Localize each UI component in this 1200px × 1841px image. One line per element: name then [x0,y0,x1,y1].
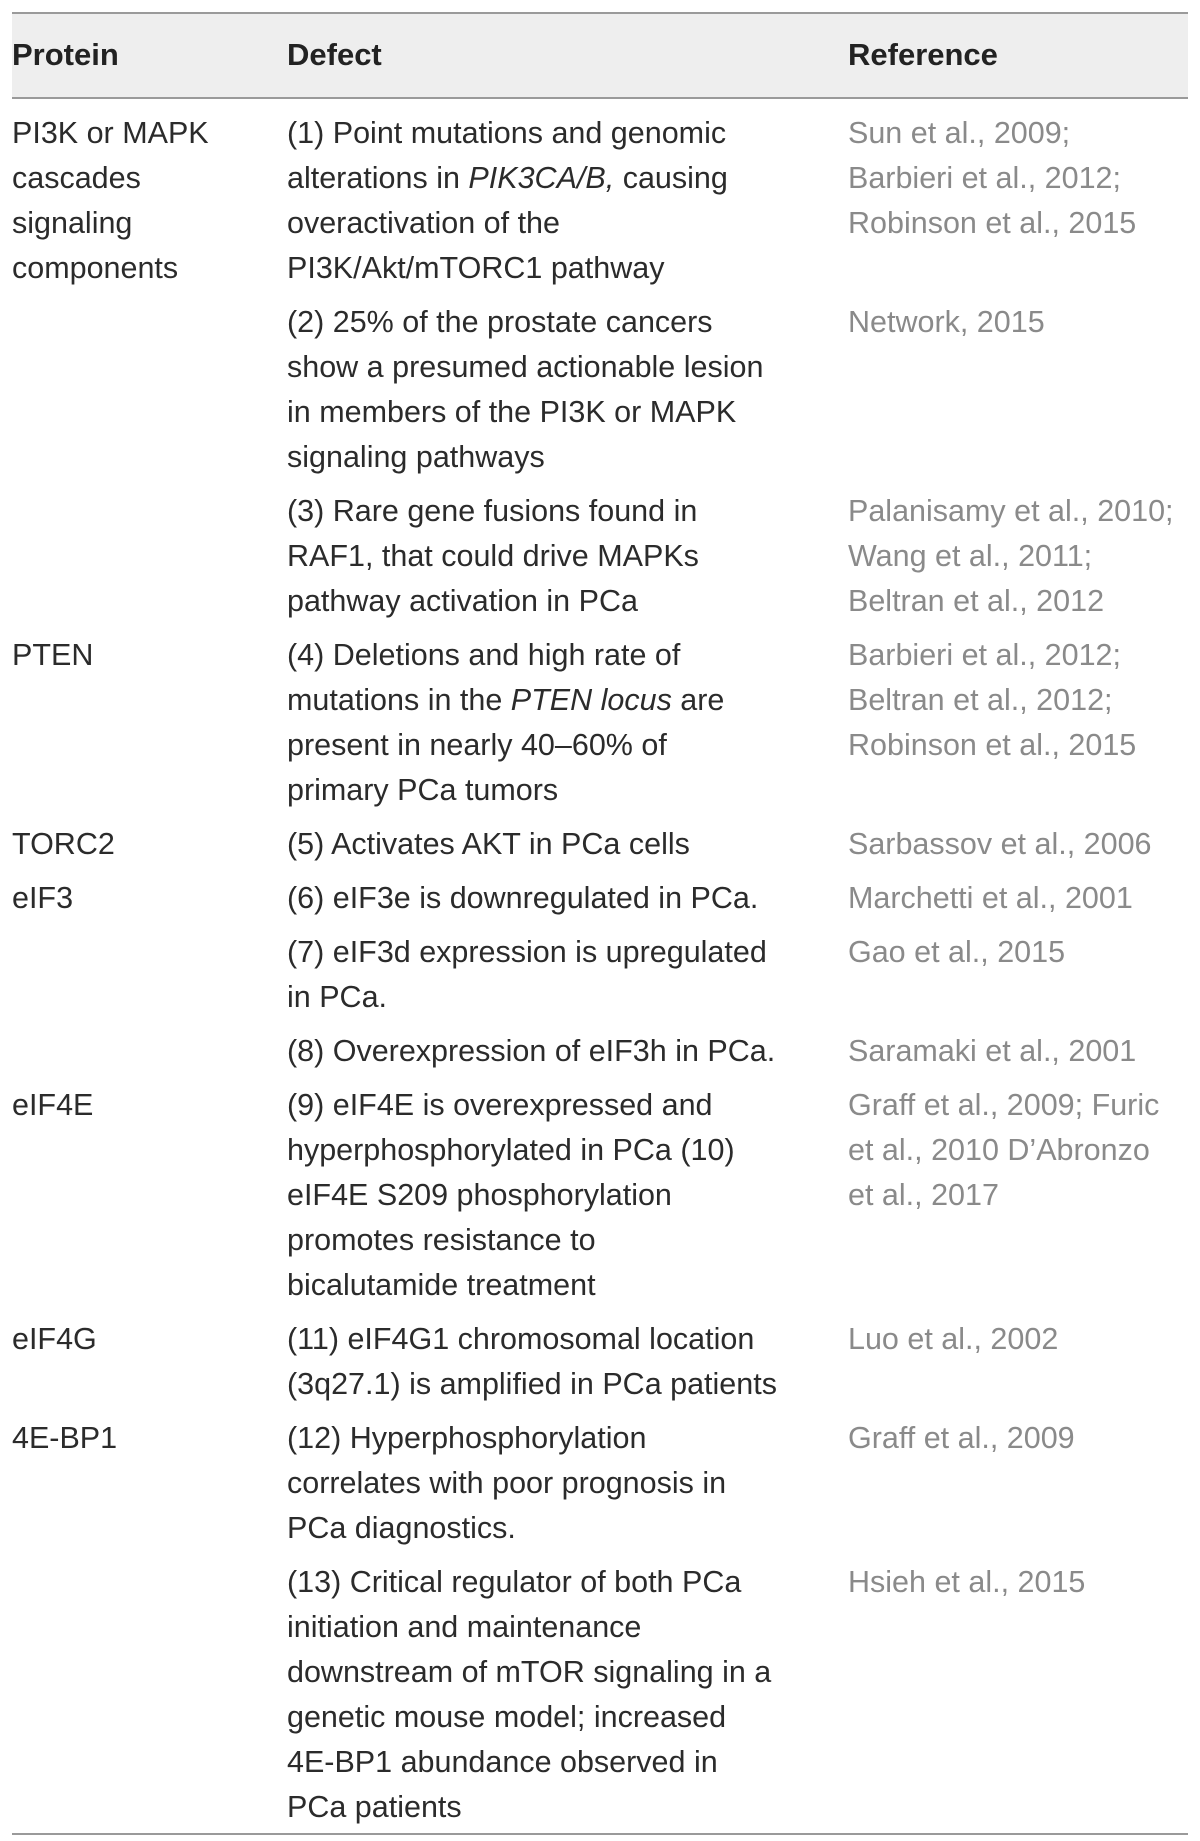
protein-cell [12,291,287,480]
reference-cell [848,98,1188,291]
reference-cell [848,1407,1188,1551]
reference-line: et al., 2017 [848,1178,999,1213]
defect-line [287,390,848,435]
defect-line [287,534,848,579]
defect-line [287,300,848,345]
defect-line [287,1263,848,1308]
table-row [12,867,1188,921]
header-defect: Defect [287,13,848,98]
defect-text: (4) Deletions and high rate of [287,638,681,673]
defect-line [287,345,848,390]
defect-line [287,435,848,480]
defect-text: mutations in the [287,683,511,718]
defect-line [287,579,848,624]
defect-line [287,1605,848,1650]
reference-line: Hsieh et al., 2015 [848,1565,1086,1600]
protein-line: TORC2 [12,827,115,862]
defect-text: (5) Activates AKT in PCa cells [287,827,690,862]
defect-line [287,1416,848,1461]
protein-line: components [12,251,179,286]
defect-text: present in nearly 40–60% of [287,728,667,763]
table-row [12,921,1188,1020]
defect-text: correlates with poor prognosis in [287,1466,727,1501]
defect-text: in members of the PI3K or MAPK [287,395,737,430]
reference-line: Barbieri et al., 2012; [848,161,1121,196]
reference-cell [848,1308,1188,1407]
defect-line [287,1128,848,1173]
reference-line: Wang et al., 2011; [848,539,1093,574]
defect-text: are [671,683,725,718]
defect-text: (8) Overexpression of eIF3h in PCa. [287,1034,776,1069]
table-row [12,1020,1188,1074]
defect-cell [287,813,848,867]
reference-cell [848,813,1188,867]
defect-line [287,1785,848,1830]
defect-text: hyperphosphorylated in PCa (10) [287,1133,735,1168]
protein-line: cascades [12,161,141,196]
defect-text: 4E-BP1 abundance observed in [287,1745,718,1780]
protein-line: eIF3 [12,881,74,916]
reference-cell [848,921,1188,1020]
defect-line [287,1461,848,1506]
protein-line: eIF4G [12,1322,97,1357]
defect-italic-term: PTEN locus [510,683,672,718]
defect-text: overactivation of the [287,206,560,241]
defect-line [287,678,848,723]
protein-line: PTEN [12,638,94,673]
table-row [12,813,1188,867]
reference-cell [848,867,1188,921]
defect-text: causing [614,161,728,196]
defect-cell [287,921,848,1020]
defect-line [287,1650,848,1695]
defect-text: (11) eIF4G1 chromosomal location [287,1322,755,1357]
defect-cell [287,98,848,291]
table-row [12,480,1188,624]
protein-cell [12,1074,287,1308]
defect-text: promotes resistance to [287,1223,596,1258]
reference-line: Network, 2015 [848,305,1045,340]
defect-text: (3) Rare gene fusions found in [287,494,698,529]
table-row [12,1308,1188,1407]
defect-text: alterations in [287,161,469,196]
protein-line: signaling [12,206,133,241]
defect-italic-term: PIK3CA/B, [468,161,615,196]
defect-cell [287,1551,848,1834]
table-row [12,291,1188,480]
reference-line: Graff et al., 2009; Furic [848,1088,1160,1123]
defect-text: primary PCa tumors [287,773,559,808]
protein-line: 4E-BP1 [12,1421,118,1456]
defect-line [287,633,848,678]
table-row [12,1074,1188,1308]
defect-text: (12) Hyperphosphorylation [287,1421,647,1456]
protein-line: PI3K or MAPK [12,116,209,151]
defect-text: show a presumed actionable lesion [287,350,764,385]
defect-text: (2) 25% of the prostate cancers [287,305,713,340]
defect-line [287,1740,848,1785]
reference-line: Palanisamy et al., 2010; [848,494,1174,529]
defect-cell [287,480,848,624]
defect-line [287,768,848,813]
defect-cell [287,291,848,480]
reference-line: Marchetti et al., 2001 [848,881,1133,916]
defect-line [287,975,848,1020]
protein-cell [12,98,287,291]
defect-text: (3q27.1) is amplified in PCa patients [287,1367,777,1402]
reference-line: Luo et al., 2002 [848,1322,1059,1357]
defect-text: PCa patients [287,1790,462,1825]
defect-text: (7) eIF3d expression is upregulated [287,935,767,970]
defect-text: genetic mouse model; increased [287,1700,727,1735]
reference-line: Barbieri et al., 2012; [848,638,1121,673]
protein-defect-table [12,12,1188,1835]
defect-cell [287,624,848,813]
table-row [12,1551,1188,1834]
header-protein: Protein [12,13,287,98]
defect-line [287,1173,848,1218]
reference-line: Sun et al., 2009; [848,116,1071,151]
defect-line [287,489,848,534]
protein-cell [12,813,287,867]
defect-line [287,1029,848,1074]
protein-cell [12,867,287,921]
defect-text: pathway activation in PCa [287,584,638,619]
protein-cell [12,1020,287,1074]
reference-line: Beltran et al., 2012; [848,683,1113,718]
reference-line: Saramaki et al., 2001 [848,1034,1137,1069]
defect-line [287,1362,848,1407]
defect-text: bicalutamide treatment [287,1268,596,1303]
defect-line [287,201,848,246]
defect-text: (9) eIF4E is overexpressed and [287,1088,713,1123]
table-row [12,98,1188,291]
defect-text: in PCa. [287,980,388,1015]
reference-line: Graff et al., 2009 [848,1421,1075,1456]
defect-line [287,156,848,201]
defect-text: eIF4E S209 phosphorylation [287,1178,672,1213]
reference-line: Sarbassov et al., 2006 [848,827,1152,862]
defect-line [287,1218,848,1263]
reference-line: Beltran et al., 2012 [848,584,1105,619]
defect-cell [287,1407,848,1551]
protein-cell [12,1308,287,1407]
defect-line [287,876,848,921]
table-header-row [12,13,1188,98]
defect-text: (1) Point mutations and genomic [287,116,727,151]
defect-text: signaling pathways [287,440,545,475]
defect-text: RAF1, that could drive MAPKs [287,539,699,574]
defect-line [287,1695,848,1740]
reference-line: Robinson et al., 2015 [848,728,1137,763]
defect-text: (13) Critical regulator of both PCa [287,1565,742,1600]
defect-text: initiation and maintenance [287,1610,642,1645]
defect-cell [287,867,848,921]
reference-cell [848,1551,1188,1834]
defect-line [287,1560,848,1605]
defect-text: downstream of mTOR signaling in a [287,1655,772,1690]
defect-line [287,723,848,768]
defect-text: (6) eIF3e is downregulated in PCa. [287,881,759,916]
defect-line [287,822,848,867]
header-reference: Reference [848,13,1188,98]
defect-line [287,111,848,156]
protein-cell [12,624,287,813]
reference-cell [848,624,1188,813]
defect-line [287,1506,848,1551]
protein-cell [12,921,287,1020]
defect-line [287,246,848,291]
protein-line: eIF4E [12,1088,94,1123]
table-row [12,624,1188,813]
defect-text: PCa diagnostics. [287,1511,516,1546]
defect-line [287,930,848,975]
protein-cell [12,1407,287,1551]
reference-line: Gao et al., 2015 [848,935,1066,970]
reference-line: Robinson et al., 2015 [848,206,1137,241]
reference-cell [848,1020,1188,1074]
reference-line: et al., 2010 D’Abronzo [848,1133,1150,1168]
defect-text: PI3K/Akt/mTORC1 pathway [287,251,665,286]
defect-line [287,1083,848,1128]
table-body [12,98,1188,1834]
table-row [12,1407,1188,1551]
defect-line [287,1317,848,1362]
protein-cell [12,1551,287,1834]
reference-cell [848,291,1188,480]
reference-cell [848,1074,1188,1308]
defect-cell [287,1020,848,1074]
protein-cell [12,480,287,624]
reference-cell [848,480,1188,624]
defect-cell [287,1308,848,1407]
defect-cell [287,1074,848,1308]
